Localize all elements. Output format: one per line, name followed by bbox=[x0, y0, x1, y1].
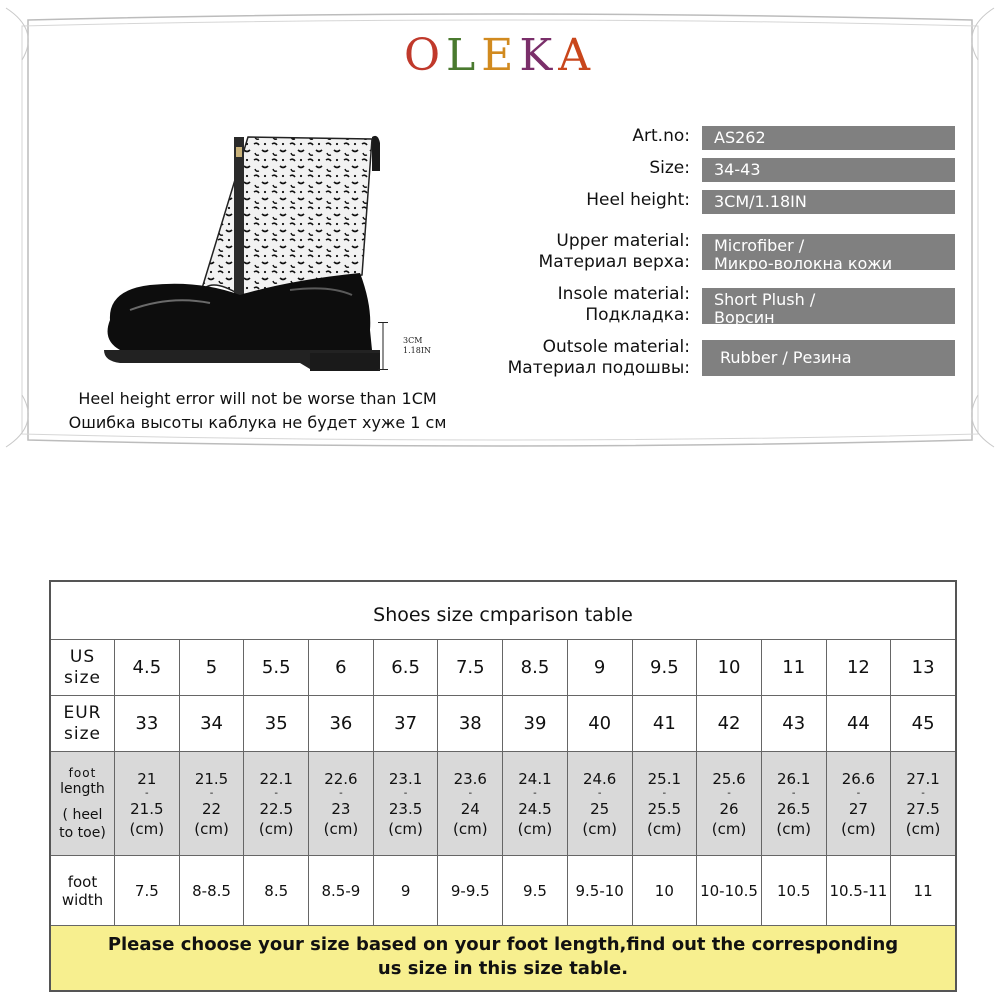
length-to: 22.5 bbox=[259, 799, 293, 818]
foot-length-cell bbox=[194, 769, 229, 839]
foot-length-cell bbox=[776, 769, 811, 839]
length-unit: (cm) bbox=[905, 819, 941, 838]
header-text: foot bbox=[68, 765, 97, 780]
us-size-cell: 6.5 bbox=[391, 657, 420, 678]
foot-width-cell: 7.5 bbox=[134, 881, 159, 900]
length-separator: - bbox=[209, 787, 214, 799]
brand-letter: A bbox=[558, 30, 597, 81]
table-title: Shoes size cmparison table bbox=[51, 582, 955, 640]
foot-width-cell: 9-9.5 bbox=[450, 881, 490, 900]
eur-size-cell: 33 bbox=[135, 713, 159, 734]
header-text: US bbox=[69, 646, 96, 667]
boot-image bbox=[90, 125, 390, 385]
eur-size-cell: 37 bbox=[394, 713, 418, 734]
foot-length-cell bbox=[841, 769, 876, 839]
heel-height-label bbox=[403, 336, 431, 356]
length-to: 24 bbox=[460, 799, 480, 818]
eur-size-cell: 36 bbox=[329, 713, 353, 734]
length-separator: - bbox=[403, 787, 408, 799]
us-size-row bbox=[51, 640, 955, 696]
length-unit: (cm) bbox=[388, 819, 423, 838]
foot-width-cell: 10 bbox=[654, 881, 674, 900]
length-from: 23.1 bbox=[388, 769, 423, 788]
length-to: 21.5 bbox=[130, 799, 164, 818]
spec-value: Microfiber / bbox=[714, 236, 805, 255]
foot-width-cell: 9 bbox=[400, 881, 411, 900]
header-text: size bbox=[64, 723, 101, 744]
heel-notice-ru: Ошибка высоты каблука не будет хуже 1 см bbox=[68, 413, 447, 432]
spec-value: Short Plush / bbox=[714, 290, 816, 309]
length-unit: (cm) bbox=[711, 819, 747, 838]
spec-insole-material: Insole material: Подкладка: Short Plush / Ворсин bbox=[480, 284, 955, 324]
us-size-cell: 7.5 bbox=[455, 657, 485, 678]
brand-letter: L bbox=[446, 30, 482, 81]
foot-width-cell: 9.5 bbox=[523, 881, 547, 900]
spec-label: Heel height bbox=[586, 190, 685, 210]
header-text: width bbox=[61, 890, 104, 909]
length-separator: - bbox=[662, 787, 667, 799]
length-unit: (cm) bbox=[452, 819, 488, 838]
brand-logo bbox=[0, 30, 1000, 81]
length-unit: (cm) bbox=[647, 819, 682, 838]
us-size-cell: 8.5 bbox=[520, 657, 550, 678]
foot-width-cell: 8.5-9 bbox=[321, 881, 361, 900]
brand-letter: O bbox=[403, 30, 447, 81]
length-to: 27.5 bbox=[906, 799, 940, 818]
foot-length-cell bbox=[582, 769, 617, 839]
spec-label-ru: Подкладка bbox=[585, 305, 685, 325]
note-line: us size in this size table. bbox=[377, 958, 629, 979]
spec-heel-height: Heel height: 3CM/1.18IN bbox=[480, 190, 955, 216]
foot-length-header bbox=[51, 752, 115, 856]
eur-size-cell: 45 bbox=[911, 713, 935, 734]
us-size-cell: 6 bbox=[335, 657, 347, 678]
foot-length-cell bbox=[388, 769, 423, 839]
length-to: 25 bbox=[590, 799, 610, 818]
spec-value: 34-43 bbox=[702, 158, 955, 182]
length-unit: (cm) bbox=[517, 819, 553, 838]
eur-size-cell: 43 bbox=[782, 713, 806, 734]
length-to: 23 bbox=[331, 799, 351, 818]
length-to: 24.5 bbox=[518, 799, 552, 818]
spec-art-no: Art.no: AS262 bbox=[480, 126, 955, 152]
foot-length-cell bbox=[130, 769, 165, 839]
spec-label: Insole material bbox=[557, 284, 685, 304]
foot-width-cell: 11 bbox=[913, 881, 933, 900]
spec-value-ru: Ворсин bbox=[714, 308, 775, 327]
length-separator: - bbox=[339, 787, 343, 799]
spec-value: Rubber / Резина bbox=[702, 340, 955, 376]
foot-length-cell bbox=[453, 769, 488, 839]
brand-letter: E bbox=[481, 30, 520, 81]
header-text: EUR bbox=[63, 702, 102, 723]
brand-letter: K bbox=[519, 30, 559, 81]
length-to: 25.5 bbox=[647, 799, 682, 818]
length-from: 22.1 bbox=[259, 769, 293, 788]
heel-notice-en: Heel height error will not be worse than 1CM bbox=[78, 389, 437, 408]
spec-label: Outsole material bbox=[542, 337, 685, 357]
length-to: 23.5 bbox=[388, 799, 423, 818]
foot-width-cell: 10.5 bbox=[777, 881, 811, 900]
length-from: 24.1 bbox=[518, 769, 552, 788]
spec-label: Size bbox=[649, 158, 685, 178]
length-from: 21 bbox=[137, 769, 157, 788]
spec-label: Upper material bbox=[556, 231, 685, 251]
length-unit: (cm) bbox=[776, 819, 811, 838]
heel-height-cm: 3CM bbox=[403, 336, 423, 345]
length-from: 24.6 bbox=[582, 769, 617, 788]
header-text: size bbox=[64, 667, 101, 688]
note-line: Please choose your size based on your foot length,find out the corresponding bbox=[107, 934, 899, 955]
heel-height-marker bbox=[378, 322, 388, 370]
length-from: 26.6 bbox=[841, 769, 876, 788]
spec-size: Size: 34-43 bbox=[480, 158, 955, 184]
us-size-cell: 12 bbox=[846, 657, 870, 678]
spec-value-ru: Микро-волокна кожи bbox=[714, 254, 893, 273]
size-comparison-table bbox=[49, 580, 957, 992]
eur-size-cell: 35 bbox=[264, 713, 288, 734]
eur-size-header bbox=[51, 696, 115, 752]
us-size-header bbox=[51, 640, 115, 696]
eur-size-row bbox=[51, 696, 955, 752]
foot-width-cell: 8.5 bbox=[264, 881, 289, 900]
length-from: 23.6 bbox=[453, 769, 487, 788]
length-unit: (cm) bbox=[194, 819, 229, 838]
spec-label-ru: Материал подошвы bbox=[507, 358, 685, 378]
length-to: 26 bbox=[719, 799, 739, 818]
header-text: length bbox=[60, 780, 105, 797]
foot-length-cell bbox=[647, 769, 682, 839]
spec-upper-material: Upper material: Материал верха: Microfiber / Микро-волокна кожи bbox=[480, 231, 955, 271]
length-to: 26.5 bbox=[777, 799, 811, 818]
foot-width-cell: 8-8.5 bbox=[192, 881, 231, 900]
length-separator: - bbox=[145, 787, 149, 799]
eur-size-cell: 44 bbox=[846, 713, 870, 734]
spec-label: Art.no bbox=[632, 126, 685, 146]
us-size-cell: 11 bbox=[782, 657, 806, 678]
foot-width-cell: 9.5-10 bbox=[575, 881, 624, 900]
us-size-cell: 9.5 bbox=[650, 657, 679, 678]
foot-width-row bbox=[51, 856, 955, 926]
length-from: 22.6 bbox=[324, 769, 358, 788]
eur-size-cell: 34 bbox=[200, 713, 223, 734]
length-from: 21.5 bbox=[194, 769, 229, 788]
length-separator: - bbox=[856, 787, 861, 799]
length-from: 27.1 bbox=[906, 769, 940, 788]
eur-size-cell: 38 bbox=[458, 713, 482, 734]
eur-size-cell: 41 bbox=[652, 713, 676, 734]
length-separator: - bbox=[274, 787, 279, 799]
length-separator: - bbox=[533, 787, 537, 799]
header-text: to toe) bbox=[59, 824, 106, 841]
length-separator: - bbox=[791, 787, 796, 799]
size-advice-note bbox=[51, 926, 955, 990]
header-text: foot bbox=[67, 872, 98, 891]
length-unit: (cm) bbox=[258, 819, 294, 838]
length-separator: - bbox=[468, 787, 473, 799]
foot-length-row bbox=[51, 752, 955, 856]
length-separator: - bbox=[727, 787, 731, 799]
length-separator: - bbox=[597, 787, 602, 799]
us-size-cell: 10 bbox=[717, 657, 741, 678]
us-size-cell: 9 bbox=[593, 657, 606, 678]
us-size-cell: 5 bbox=[205, 657, 218, 678]
us-size-cell: 4.5 bbox=[132, 657, 162, 678]
foot-length-cell bbox=[906, 769, 941, 839]
header-text: ( heel bbox=[62, 806, 103, 823]
heel-height-in: 1.18IN bbox=[403, 346, 431, 355]
eur-size-cell: 39 bbox=[523, 713, 547, 734]
length-unit: (cm) bbox=[582, 819, 617, 838]
spec-value: AS262 bbox=[702, 126, 955, 150]
foot-width-cell: 10-10.5 bbox=[700, 881, 758, 900]
eur-size-cell: 42 bbox=[717, 713, 741, 734]
foot-length-cell bbox=[518, 769, 553, 839]
foot-length-cell bbox=[259, 769, 294, 839]
length-from: 25.6 bbox=[712, 769, 746, 788]
foot-length-cell bbox=[324, 769, 359, 839]
length-to: 27 bbox=[848, 799, 868, 818]
foot-width-cell: 10.5-11 bbox=[829, 881, 888, 900]
length-unit: (cm) bbox=[129, 819, 165, 838]
length-unit: (cm) bbox=[323, 819, 359, 838]
spec-outsole-material: Outsole material: Материал подошвы: Rubber / Резина bbox=[480, 337, 955, 377]
foot-length-cell bbox=[712, 769, 747, 839]
length-from: 25.1 bbox=[647, 769, 682, 788]
length-separator: - bbox=[921, 787, 925, 799]
us-size-cell: 13 bbox=[911, 657, 935, 678]
length-to: 22 bbox=[201, 799, 222, 818]
spec-label-ru: Материал верха bbox=[538, 252, 685, 272]
spec-value: 3CM/1.18IN bbox=[702, 190, 955, 214]
us-size-cell: 5.5 bbox=[261, 657, 291, 678]
eur-size-cell: 40 bbox=[588, 713, 612, 734]
length-unit: (cm) bbox=[841, 819, 876, 838]
foot-width-header bbox=[51, 856, 115, 926]
length-from: 26.1 bbox=[777, 769, 811, 788]
